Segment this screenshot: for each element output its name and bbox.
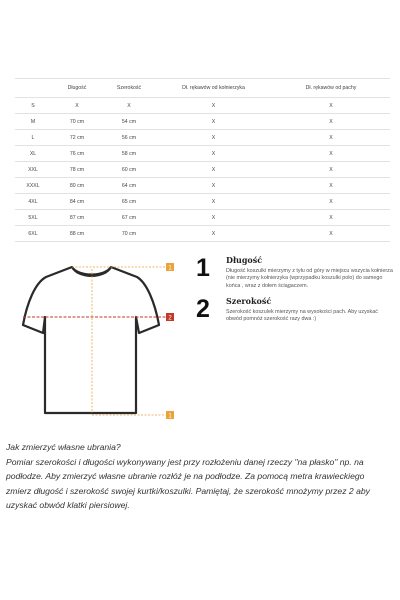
table-cell: X: [155, 226, 272, 242]
header-width: Szerokość: [103, 79, 155, 98]
table-cell: 67 cm: [103, 210, 155, 226]
header-sleeve-collar: Dł. rękawów od kołnierzyka: [155, 79, 272, 98]
instructions-body: Pomiar szerokości i długości wykonywany jest przy rozłożeniu danej rzeczy "na płasko" np. na podłodze. Aby zmierzyć własne ubranie rozłóż je na podłodze. Za pomocą metra krawieckiego zmierz długość i szerokość swojej kurtki/koszulki. Pamiętaj, że szerokość mnożymy przez 2 aby uzyskać obwód klatki piersiowej.: [6, 456, 370, 511]
table-cell: X: [272, 114, 390, 130]
table-cell: X: [272, 130, 390, 146]
marker-1-top-label: 1: [168, 265, 172, 272]
table-row: [15, 98, 390, 114]
table-cell: X: [155, 210, 272, 226]
table-cell: X: [272, 162, 390, 178]
table-row: [15, 146, 390, 162]
step-description: Szerokość koszulek mierzymy na wysokości pach. Aby uzyskać obwód pomnóż szerokość razy dwa :): [226, 309, 378, 323]
size-table: [15, 78, 390, 242]
table-cell: X: [155, 114, 272, 130]
table-cell: 76 cm: [51, 146, 103, 162]
table-row: [15, 130, 390, 146]
header-sleeve-armpit: Dł. rękawów od pachy: [272, 79, 390, 98]
header-length: Długość: [51, 79, 103, 98]
table-cell: 70 cm: [51, 114, 103, 130]
table-body: [15, 98, 390, 242]
table-row: [15, 210, 390, 226]
table-cell: 58 cm: [103, 146, 155, 162]
table-cell: X: [155, 98, 272, 114]
marker-1-bottom-label: 1: [168, 413, 172, 420]
size-cell: XL: [15, 146, 51, 162]
table-cell: X: [155, 194, 272, 210]
table-row: [15, 162, 390, 178]
step-description: Długość koszulki mierzymy z tyłu od góry w miejscu wszycia kołnierza (nie mierzymy kołnierzyka (wprzypadku koszulki polo) do samego końca , wraz z dołem ściągaczem.: [226, 268, 393, 289]
table-cell: X: [155, 130, 272, 146]
instructions-heading: Jak zmierzyć własne ubrania?: [6, 442, 121, 452]
table-cell: X: [272, 98, 390, 114]
marker-2-label: 2: [168, 315, 172, 322]
step-title: Długość: [226, 255, 263, 265]
table-cell: 88 cm: [51, 226, 103, 242]
table-cell: 87 cm: [51, 210, 103, 226]
table-row: [15, 114, 390, 130]
table-row: [15, 178, 390, 194]
table-cell: X: [155, 178, 272, 194]
tshirt-outline: [23, 267, 159, 413]
table-header-row: [15, 79, 390, 98]
table-cell: 70 cm: [103, 226, 155, 242]
table-cell: X: [272, 146, 390, 162]
size-cell: 6XL: [15, 226, 51, 242]
table-cell: 56 cm: [103, 130, 155, 146]
size-cell: XXXL: [15, 178, 51, 194]
table-cell: 80 cm: [51, 178, 103, 194]
table-cell: X: [272, 210, 390, 226]
step-title: Szerokość: [226, 296, 272, 306]
tshirt-diagram: [15, 255, 180, 425]
size-cell: 5XL: [15, 210, 51, 226]
table-cell: 84 cm: [51, 194, 103, 210]
table-cell: 78 cm: [51, 162, 103, 178]
table-cell: X: [51, 98, 103, 114]
table-cell: X: [155, 146, 272, 162]
table-row: [15, 226, 390, 242]
size-cell: L: [15, 130, 51, 146]
table-cell: 65 cm: [103, 194, 155, 210]
size-cell: XXL: [15, 162, 51, 178]
size-cell: M: [15, 114, 51, 130]
step-number: 2: [196, 295, 210, 323]
table-cell: X: [272, 194, 390, 210]
table-cell: X: [155, 162, 272, 178]
table-cell: X: [272, 226, 390, 242]
step-width: [196, 296, 396, 346]
table-cell: X: [272, 178, 390, 194]
size-cell: S: [15, 98, 51, 114]
table-cell: 64 cm: [103, 178, 155, 194]
size-cell: 4XL: [15, 194, 51, 210]
measuring-instructions: [6, 440, 392, 513]
table-cell: 60 cm: [103, 162, 155, 178]
table-row: [15, 194, 390, 210]
table-cell: 54 cm: [103, 114, 155, 130]
header-size: [15, 79, 51, 98]
step-number: 1: [196, 254, 210, 282]
table-cell: X: [103, 98, 155, 114]
table-cell: 72 cm: [51, 130, 103, 146]
tshirt-illustration: [15, 255, 180, 425]
